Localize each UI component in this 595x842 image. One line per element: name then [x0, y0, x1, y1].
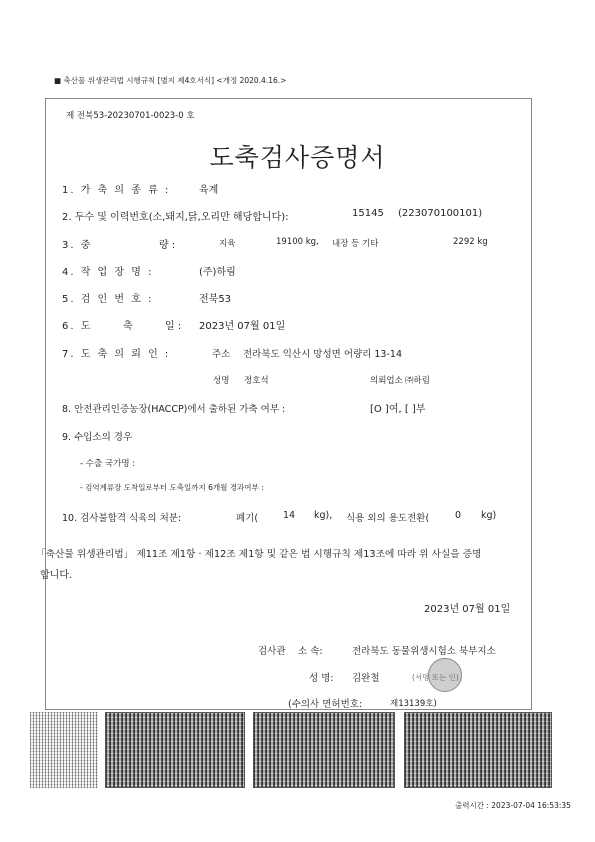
- item4-label: 4. 작 업 장 명 :: [62, 267, 154, 278]
- item4-value: (주)하림: [199, 267, 236, 278]
- item3-other-label: 내장 등 기타: [332, 239, 379, 249]
- item7-business-label: 의뢰업소: [370, 376, 403, 386]
- inspector-label: 검사관: [258, 646, 286, 657]
- item9-quarantine-period: - 검역계류장 도착일로부터 도축일까지 6개월 경과여부 :: [80, 483, 264, 492]
- item7-label: 7. 도 축 의 뢰 인 :: [62, 349, 171, 360]
- document-number: 제 전북53-20230701-0023-0 호: [66, 111, 195, 121]
- inspector-agency: 전라북도 동물위생시험소 북부지소: [352, 646, 496, 657]
- item2-label: 2. 두수 및 이력번호(소,돼지,닭,오리만 해당합니다):: [62, 212, 289, 223]
- inspector-seal-text: (서명 또는 인): [412, 673, 459, 682]
- item7-business: ㈜하림: [405, 376, 430, 386]
- item7-address-label: 주소: [212, 349, 231, 360]
- item2-id: (223070100101): [398, 208, 483, 219]
- item1-label: 1. 가 축 의 종 류 :: [62, 185, 171, 196]
- page-title: 도축검사증명서: [209, 143, 386, 172]
- printed-timestamp: 출력시간 : 2023-07-04 16:53:35: [455, 801, 571, 810]
- item7-name-label: 성명: [213, 376, 230, 386]
- item7-name: 정호석: [244, 376, 269, 386]
- statement-line2: 합니다.: [40, 570, 73, 581]
- item3-label2: 량 :: [159, 240, 176, 251]
- item8-label: 8. 안전관리인증농장(HACCP)에서 출하된 가축 여부 :: [62, 404, 286, 415]
- item10-convert-label: 식용 외의 용도전환(: [346, 513, 430, 524]
- inspector-name-label: 성 명:: [309, 673, 334, 684]
- security-barcode-3: [404, 712, 552, 788]
- license-number: 제13139호): [390, 699, 437, 709]
- item3-carcass-weight: 19100 kg,: [276, 237, 319, 247]
- item7-address: 전라북도 익산시 망성면 어량리 13-14: [243, 349, 402, 360]
- item6-label3: 일 :: [165, 321, 182, 332]
- statement-line1: 「축산물 위생관리법」 제11조 제1항 · 제12조 제1항 및 같은 법 시행규칙 제13조에 따라 위 사실을 증명: [36, 549, 482, 560]
- license-label: (수의사 면허번호:: [288, 699, 363, 710]
- item5-label: 5. 검 인 번 호 :: [62, 294, 154, 305]
- item3-carcass-label: 지육: [219, 239, 236, 249]
- item10-discard-unit: kg),: [314, 510, 333, 521]
- security-barcode-1: [105, 712, 245, 788]
- item6-value: 2023년 07월 01일: [199, 321, 286, 332]
- statement-date: 2023년 07월 01일: [424, 604, 511, 615]
- security-barcode-2: [253, 712, 395, 788]
- item8-value: [O ]여, [ ]부: [370, 404, 426, 415]
- item3-label: 3. 중: [62, 240, 93, 251]
- item10-convert-value: 0: [455, 510, 462, 521]
- item5-value: 전북53: [199, 294, 232, 305]
- item10-discard-label: 폐기(: [236, 513, 259, 524]
- item9-label: 9. 수입소의 경우: [62, 432, 133, 443]
- item10-label: 10. 검사불합격 식육의 처분:: [62, 513, 182, 524]
- item1-value: 육계: [199, 185, 219, 196]
- inspector-agency-label: 소 속:: [298, 646, 323, 657]
- item2-count: 15145: [352, 208, 384, 219]
- item6-label2: 축: [123, 321, 133, 332]
- form-note: ■ 축산물 위생관리법 시행규칙 [별지 제4호서식] <개정 2020.4.16.>: [54, 76, 287, 85]
- security-pattern-small: [30, 712, 98, 788]
- item10-discard-value: 14: [283, 510, 296, 521]
- inspector-name: 김완철: [352, 673, 380, 684]
- item9-export-country: - 수출 국가명 :: [80, 459, 136, 469]
- item6-label: 6. 도: [62, 321, 93, 332]
- item10-convert-unit: kg): [481, 510, 497, 521]
- item3-other-weight: 2292 kg: [453, 237, 488, 247]
